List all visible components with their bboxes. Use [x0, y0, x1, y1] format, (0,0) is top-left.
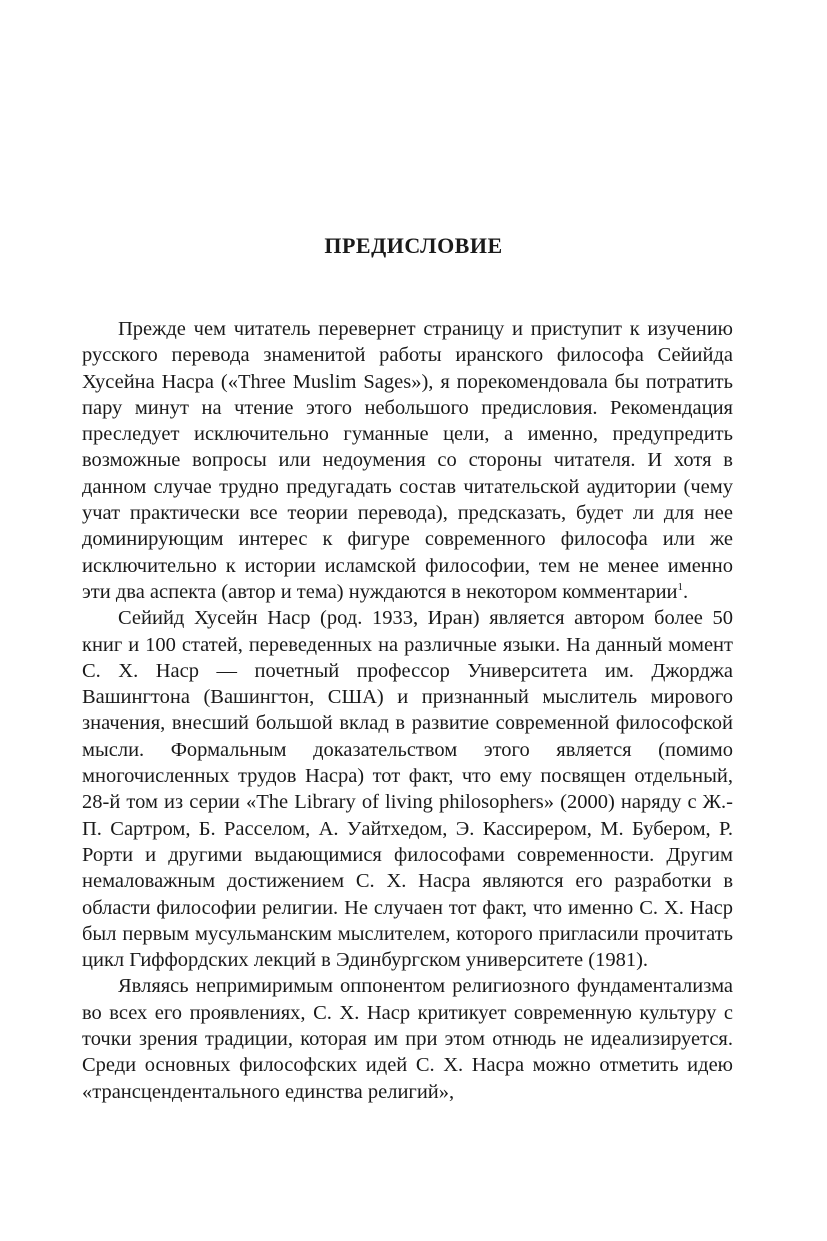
footnote-ref-1[interactable]: 1 [677, 580, 684, 593]
paragraph-2-text: Сейийд Хусейн Наср (род. 1933, Иран) является автором более 50 книг и 100 статей, переведенных на различные языки. На данный момент С. Х. Наср — почетный профессор Университета им. Джорджа Вашингтона (Вашингтон, США) и признанный мыслитель мирового значения, внесший большой вклад в развитие современной философской мысли. Формальным доказательством этого является (помимо многочисленных трудов Насра) тот факт, что ему посвящен отдельный, 28-й том из серии «The Library of living philosophers» (2000) наряду с Ж.-П. Сартром, Б. Расселом, А. Уайтхедом, Э. Кассирером, М. Бубером, Р. Рорти и другими выдающимися философами современности. Другим немаловажным достижением С. Х. Насра являются его разработки в области философии религии. Не случаен тот факт, что именно С. Х. Наср был первым мусульманским мыслителем, которого пригласили прочитать цикл Гиффордских лекций в Эдинбургском университете (1981). [82, 607, 733, 972]
paragraph-3 [82, 973, 733, 1104]
paragraph-1-text: Прежде чем читатель перевернет страницу и приступит к изучению русского перевода знаменитой работы иранского философа Сейийда Хусейна Насра («Three Muslim Sages»), я порекомендовала бы потратить пару минут на чтение этого небольшого предисловия. Рекомендация преследует исключительно гуманные цели, а именно, предупредить возможные вопросы или недоумения со стороны читателя. И хотя в данном случае трудно предугадать состав читательской аудитории (чему учат практически все теории перевода), предсказать, будет ли для нее доминирующим интерес к фигуре современного философа или же исключительно к истории исламской философии, тем не менее именно эти два аспекта (автор и тема) нуждаются в некотором комментарии [82, 318, 733, 603]
body-text [82, 316, 733, 1105]
paragraph-3-text: Являясь непримиримым оппонентом религиозного фундаментализма во всех его проявлениях, С. Х. Наср критикует современную культуру с точки зрения традиции, которая им при этом отнюдь не идеализируется. Среди основных философских идей С. Х. Насра можно отметить идею «трансцендентального единства религий», [82, 975, 733, 1103]
paragraph-1 [82, 316, 733, 605]
paragraph-2 [82, 605, 733, 973]
page-title: ПРЕДИСЛОВИЕ [324, 233, 503, 258]
paragraph-1-tail: . [683, 580, 689, 603]
